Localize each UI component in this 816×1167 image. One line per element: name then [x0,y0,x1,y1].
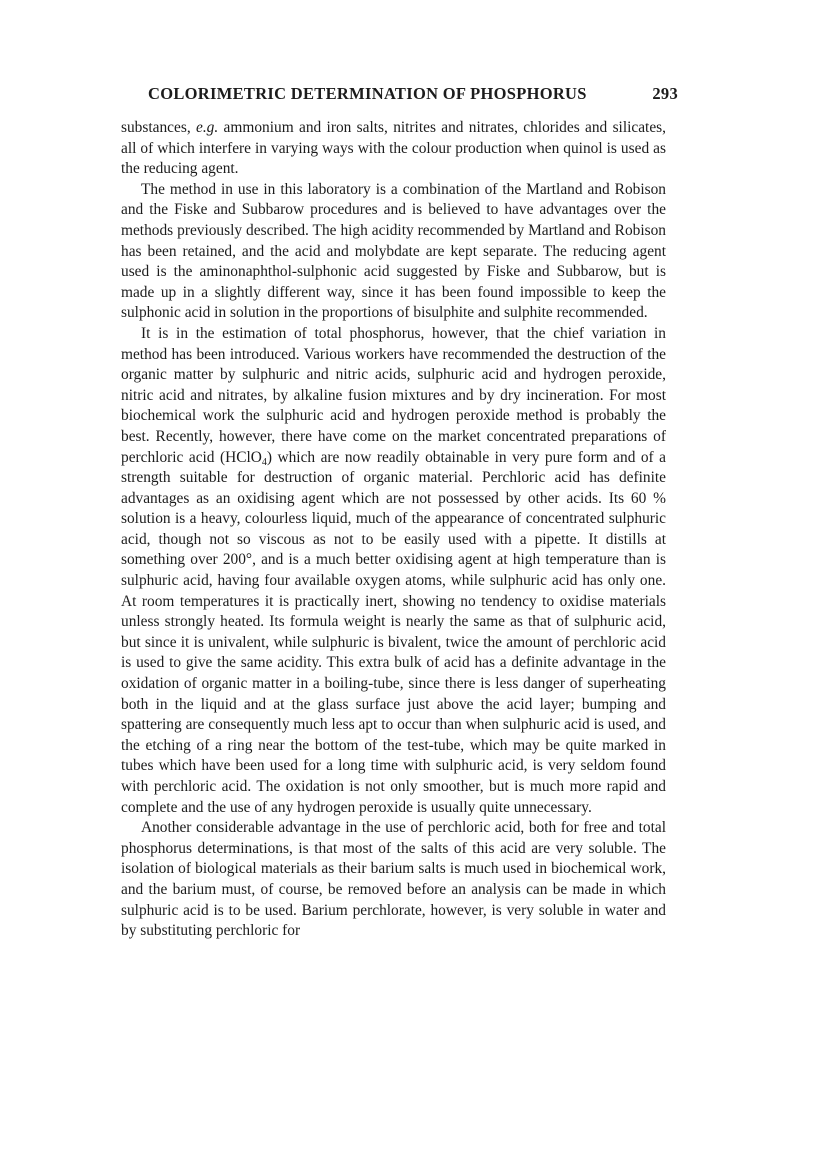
body-text [121,118,666,942]
subscript: 4 [261,456,267,468]
paragraph [121,818,666,942]
page-number: 293 [652,84,678,103]
text-run: substances, [121,119,196,136]
text-run: It is in the estimation of total phosphorus, however, that the chief variation in method has been introduced. Various workers have recommended the destruction of the organic matter by sulphuric and nitric acids, sulphuric acid and hydrogen peroxide, nitric acid and nitrates, by alkaline fusion mixtures and by dry incineration. For most biochemical work the sulphuric acid and hydrogen peroxide method is probably the best. Recently, however, there have come on the market concentrated preparations of perchloric acid (HClO [121,324,666,466]
paragraph [121,324,666,818]
italic-text: e.g. [196,119,219,136]
text-run: Another considerable advantage in the use of perchloric acid, both for free and total phosphorus determinations, is that most of the salts of this acid are very soluble. The isolation of biological materials as their barium salts is much used in biochemical work, and the barium must, of course, be removed before an analysis can be made in which sulphuric acid is to be used. Barium perchlorate, however, is very soluble in water and by substituting perchloric for [121,819,666,940]
text-run: ammonium and iron salts, nitrites and nitrates, chlorides and silicates, all of which interfere in varying ways with the colour production when quinol is used as the reducing agent. [121,119,666,178]
text-run: The method in use in this laboratory is a combination of the Martland and Robison and the Fiske and Subbarow procedures and is believed to have advantages over the methods previously described. The high acidity recommended by Martland and Robison has been retained, and the acid and molybdate are kept separate. The reducing agent used is the aminonaphthol-sulphonic acid suggested by Fiske and Subbarow, but is made up in a slightly different way, since it has been found impossible to keep the sulphonic acid in solution in the proportions of bisulphite and sulphite recommended. [121,180,666,322]
text-run: ) which are now readily obtainable in very pure form and of a strength suitable for destruction of organic material. Perchloric acid has definite advantages as an oxidising agent which are not possessed by other acids. Its 60 % solution is a heavy, colourless liquid, much of the appearance of concentrated sulphuric acid, though not so viscous as not to be easily used with a pipette. It distills at something over 200°, and is a much better oxidising agent at high temperature than is sulphuric acid, having four available oxygen atoms, while sulphuric acid has only one. At room temperatures it is practically inert, showing no tendency to oxidise materials unless strongly heated. Its formula weight is nearly the same as that of sulphuric acid, but since it is univalent, while sulphuric is bivalent, twice the amount of perchloric acid is used to give the same acidity. This extra bulk of acid has a definite advantage in the oxidation of organic matter in a boiling-tube, since there is less danger of superheating both in the liquid and at the glass surface just above the acid layer; bumping and spattering are consequently much less apt to occur than when sulphuric acid is used, and the etching of a ring near the bottom of the test-tube, which may be quite marked in tubes which have been used for a long time with sulphuric acid, is very seldom found with perchloric acid. The oxidation is not only smoother, but is much more rapid and complete and the use of any hydrogen peroxide is usually quite unnecessary. [121,448,667,816]
paragraph [121,118,666,180]
paragraph [121,180,666,324]
running-title: COLORIMETRIC DETERMINATION OF PHOSPHORUS [148,84,587,103]
